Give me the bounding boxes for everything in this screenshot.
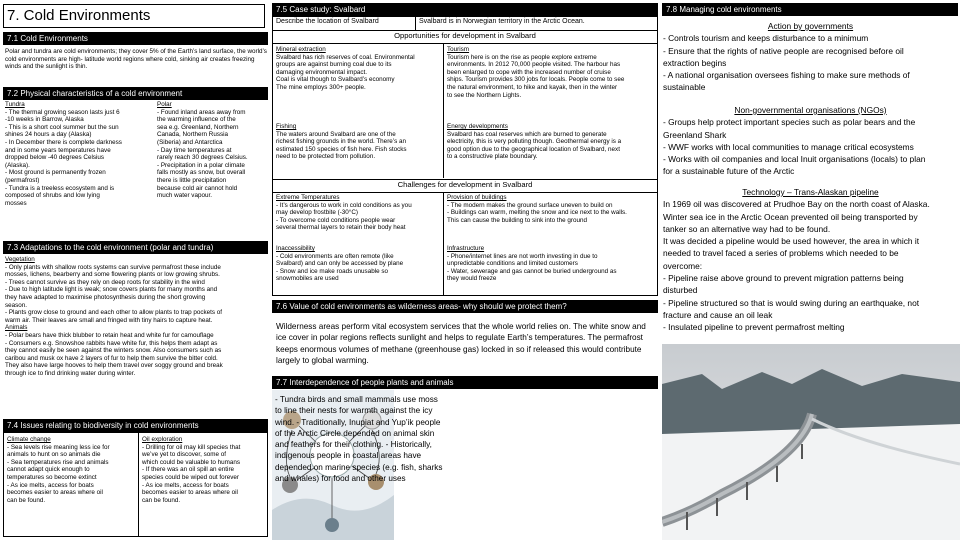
text-line: - Day time temperatures at bbox=[157, 146, 232, 154]
inaccessibility-title: Inaccessibility bbox=[276, 245, 315, 252]
text-line: - Sea temperatures rise and animals bbox=[7, 458, 109, 466]
text-line: - Groups help protect important species such as polar bears and the bbox=[663, 117, 916, 128]
section-7-7-body: - Tundra birds and small mammals use moss to line their nests for warmth against the icy wind. - Traditionally, Inupiat and Yup’ik people of the Arctic Circle depended on animal skin and feathers for their clothing. - Historically, indigenous people in coastal areas have depended on marine species (e.g. fish, sharks and whales) for food and other uses bbox=[275, 395, 443, 484]
describe-location-answer: Svalbard is in Norwegian territory in the Arctic Ocean. bbox=[419, 18, 585, 25]
governments-title: Action by governments bbox=[767, 21, 854, 31]
animals-lines bbox=[5, 332, 268, 378]
text-line: - Pipeline raise above ground to prevent migration patterns being bbox=[663, 273, 904, 284]
text-line: damaging environmental impact. bbox=[276, 68, 368, 76]
section-7-6-header: 7.6 Value of cold environments as wilderness areas- why should we protect them? bbox=[272, 300, 658, 313]
text-line: good option due to the geographical location of Svalbard, next bbox=[447, 145, 620, 153]
climate-change-title: Climate change bbox=[7, 436, 51, 443]
text-line: - Polar bears have thick blubber to retain heat and white fur for camouflage bbox=[5, 331, 214, 339]
text-line: and in some years temperatures have bbox=[5, 146, 111, 154]
governments-block bbox=[663, 20, 958, 102]
buildings-title: Provision of buildings bbox=[447, 194, 507, 201]
climate-change-lines bbox=[7, 444, 135, 505]
text-line: - Sea levels rise meaning less ice for bbox=[7, 443, 110, 451]
text-line: - In December there is complete darkness bbox=[5, 138, 122, 146]
text-line: tanker so an alternative way had to be found. bbox=[663, 223, 831, 234]
text-line: - It’s dangerous to work in cold conditions as you bbox=[276, 201, 412, 209]
pipeline-photo-image bbox=[662, 344, 960, 540]
location-row-divider bbox=[415, 17, 416, 30]
text-line: Coal is vital though to Svalbard’s economy bbox=[276, 76, 395, 84]
text-line: to see the Northern Lights. bbox=[447, 91, 522, 99]
row-rule-2 bbox=[273, 43, 657, 44]
text-line: - Precipitation in a polar climate bbox=[157, 161, 245, 169]
text-line: - Snow and ice make roads unusable so bbox=[276, 267, 389, 275]
energy-title: Energy developments bbox=[447, 123, 508, 130]
energy-lines bbox=[447, 131, 655, 161]
text-line: - Trees cannot survive as they rely on deep roots for stability in the wind bbox=[5, 278, 205, 286]
text-line: composed of shrubs and low lying bbox=[5, 192, 100, 200]
text-line: - A national organisation oversees fishing to make sure methods of bbox=[663, 70, 910, 81]
text-line: - This is a short cool summer but the sun bbox=[5, 123, 119, 131]
text-line: season. bbox=[5, 301, 28, 309]
text-line: they cannot easily be seen against the winters snow. Also consumers such as bbox=[5, 347, 222, 355]
text-line: environments. In 2012 70,000 people visited. The harbour has bbox=[447, 61, 621, 69]
challenges-header: Challenges for development in Svalbard bbox=[397, 180, 533, 189]
section-7-2-header: 7.2 Physical characteristics of a cold environment bbox=[3, 87, 268, 100]
text-line: because cold air cannot hold bbox=[157, 184, 238, 192]
text-line: warm air. Their leaves are small and fringed with tiny hairs to capture heat. bbox=[5, 316, 213, 324]
text-line: overcome: bbox=[663, 260, 703, 271]
infrastructure-title: Infrastructure bbox=[447, 245, 485, 252]
text-line: much water vapour. bbox=[157, 192, 212, 200]
section-7-1-body: Polar and tundra are cold environments; they cover 5% of the Earth’s land surface, the world’s cold environments are high- latitude world regions where cold, sinking air creates freezing winds and the sunlight is thin. bbox=[5, 48, 267, 71]
buildings-lines bbox=[447, 202, 655, 225]
text-line: been enlarged to cope with the increased number of cruise bbox=[447, 68, 611, 76]
text-line: caribou and musk ox have 2 layers of fur to help them survive the bitter cold. bbox=[5, 354, 218, 362]
main-title: 7. Cold Environments bbox=[7, 7, 151, 24]
technology-block bbox=[663, 186, 958, 341]
text-line: unpredictable conditions and limited customers bbox=[447, 260, 578, 268]
animals-title: Animals bbox=[5, 324, 28, 332]
text-line: they would freeze bbox=[447, 275, 497, 283]
text-line: - As ice melts, access for boats bbox=[7, 481, 94, 489]
text-line: Svalbard) and can only be accessed by plane bbox=[276, 260, 404, 268]
adaptations-block bbox=[5, 256, 268, 414]
oil-exploration-title: Oil exploration bbox=[142, 436, 183, 443]
fishing-lines bbox=[276, 131, 440, 161]
text-line: needed to travel faced a series of problems which needed to be bbox=[663, 248, 899, 259]
text-line: shines 24 hours a day (Alaska) bbox=[5, 131, 92, 139]
text-line: (Siberia) and Antarctica bbox=[157, 138, 223, 146]
ngo-block bbox=[663, 104, 958, 186]
text-line: (Alaska). bbox=[5, 161, 30, 169]
text-line: - To overcome cold conditions people wear bbox=[276, 216, 396, 224]
text-line: - WWF works with local communities to manage critical ecosystems bbox=[663, 141, 914, 152]
text-line: groups are against burning coal due to its bbox=[276, 61, 392, 69]
text-line: - The modern makes the ground surface uneven to build on bbox=[447, 201, 613, 209]
text-line: can be found. bbox=[142, 496, 181, 504]
mineral-cell bbox=[274, 45, 442, 115]
text-line: - Works with oil companies and local Inuit organisations (locals) to plan bbox=[663, 154, 926, 165]
text-line: This can cause the building to sink into the ground bbox=[447, 216, 588, 224]
text-line: temperatures so become extinct bbox=[7, 473, 97, 481]
text-line: - Drilling for oil may kill species that bbox=[142, 443, 241, 451]
text-line: (permafrost) bbox=[5, 176, 40, 184]
text-line: - Only plants with shallow roots systems can survive permafrost these include bbox=[5, 263, 221, 271]
main-title-box bbox=[3, 4, 265, 28]
text-line: -10 weeks in Barrow, Alaska bbox=[5, 116, 84, 124]
text-line: - Cold environments are often remote (like bbox=[276, 252, 394, 260]
section-7-3-header: 7.3 Adaptations to the cold environment (polar and tundra) bbox=[3, 241, 268, 254]
text-line: It was decided a pipeline would be used however, the area in which it bbox=[663, 236, 920, 247]
text-line: - Due to high latitude light is weak; snow covers plants for many months and bbox=[5, 286, 218, 294]
section-7-7-header: 7.7 Interdependence of people plants and animals bbox=[272, 376, 658, 389]
text-line: disturbed bbox=[663, 285, 698, 296]
text-line: Tourism here is on the rise as people explore extreme bbox=[447, 53, 597, 61]
ngo-title: Non-governmental organisations (NGOs) bbox=[734, 105, 887, 115]
climate-change-cell bbox=[5, 435, 137, 535]
text-line: Greenland Shark bbox=[663, 129, 727, 140]
temperatures-cell bbox=[274, 193, 442, 243]
text-line: - Found inland areas away from bbox=[157, 108, 246, 116]
tundra-lines bbox=[5, 109, 155, 208]
text-line: - Controls tourism and keeps disturbance to a minimum bbox=[663, 33, 869, 44]
text-line: we’ve yet to discover, some of bbox=[142, 451, 226, 459]
text-line: need to be protected from pollution. bbox=[276, 153, 376, 161]
oil-exploration-lines bbox=[142, 444, 264, 505]
text-line: Winter sea ice in the Arctic Ocean prevented oil being transported by bbox=[663, 211, 918, 222]
technology-title: Technology – Trans-Alaskan pipeline bbox=[742, 187, 879, 197]
text-line: They also have large hooves to help them travel over soggy ground and break bbox=[5, 362, 223, 370]
opportunities-header: Opportunities for development in Svalbard bbox=[394, 31, 536, 40]
text-line: snowmobiles are used bbox=[276, 275, 339, 283]
text-line: richest fishing grounds in the world. There’s an bbox=[276, 138, 406, 146]
text-line: - The thermal growing season lasts just 6 bbox=[5, 108, 120, 116]
section-7-1-header: 7.1 Cold Environments bbox=[3, 32, 268, 45]
svalbard-table bbox=[272, 16, 658, 296]
text-line: there is little precipitation bbox=[157, 176, 227, 184]
section-7-6-body: Wilderness areas perform vital ecosystem services that the whole world relies on. The white snow and ice cover in polar regions reflects sunlight and helps to regulate Earth’s temperatures. The permafrost keeps enormous volumes of methane (greenhouse gas) locked in so if released this would contribute largely to global warming. bbox=[276, 322, 646, 365]
text-line: through ice to find drinking water during winter. bbox=[5, 369, 136, 377]
text-line: several thermal layers to retain their body heat bbox=[276, 224, 406, 232]
text-line: estimated 150 species of fish here. Fish stocks bbox=[276, 145, 407, 153]
text-line: mosses, lichens, bearberry and some flowering plants or low growing shrubs. bbox=[5, 271, 220, 279]
text-line: - Plants grow close to ground and each other to allow plants to trap pockets of bbox=[5, 309, 223, 317]
text-line: mosses bbox=[5, 199, 27, 207]
polar-lines bbox=[157, 109, 269, 200]
section-7-8-header: 7.8 Managing cold environments bbox=[662, 3, 958, 16]
polar-title: Polar bbox=[157, 101, 172, 108]
tourism-lines bbox=[447, 54, 655, 100]
text-line: ships. Tourism provides 300 jobs for locals. People come to see bbox=[447, 76, 625, 84]
mineral-title: Mineral extraction bbox=[276, 46, 326, 53]
inaccessibility-lines bbox=[276, 253, 440, 283]
mineral-lines bbox=[276, 54, 440, 92]
text-line: sea e.g. Greenland, Northern bbox=[157, 123, 239, 131]
text-line: - Water, sewerage and gas cannot be buried underground as bbox=[447, 267, 617, 275]
pipeline-photo bbox=[662, 344, 960, 540]
snow-ground bbox=[662, 424, 960, 540]
text-line: may develop frostbite (-30°C) bbox=[276, 209, 358, 217]
energy-cell bbox=[445, 122, 657, 178]
section-7-5-header: 7.5 Case study: Svalbard bbox=[272, 3, 658, 16]
vegetation-title: Vegetation bbox=[5, 256, 35, 263]
text-line: - Tundra is a treeless ecosystem and is bbox=[5, 184, 115, 192]
text-line: - Pipeline structured so that is would swing during an earthquake, not bbox=[663, 297, 920, 308]
tundra-block bbox=[5, 101, 155, 237]
temperatures-lines bbox=[276, 202, 440, 232]
text-line: can be found. bbox=[7, 496, 46, 504]
tundra-title: Tundra bbox=[5, 101, 25, 108]
text-line: they have adapted to maximise photosynthesis during the short growing bbox=[5, 293, 206, 301]
text-line: - If there was an oil spill an entire bbox=[142, 466, 235, 474]
text-line: The mine employs 300+ people. bbox=[276, 83, 366, 91]
text-line: Svalbard has rich reserves of coal. Environmental bbox=[276, 53, 415, 61]
text-line: electricity, this is very polluting though. Geothermal energy is a bbox=[447, 138, 622, 146]
text-line: dropped below -40 degrees Celsius bbox=[5, 154, 105, 162]
opportunities-divider bbox=[443, 43, 444, 178]
text-line: becomes easier to areas where oil bbox=[7, 489, 103, 497]
text-line: the natural environment, to hike and kayak, then in the winter bbox=[447, 83, 618, 91]
text-line: which could be valuable to humans bbox=[142, 458, 241, 466]
tourism-title: Tourism bbox=[447, 46, 470, 53]
tourism-cell bbox=[445, 45, 657, 121]
text-line: for a sustainable future of the Arctic bbox=[663, 166, 795, 177]
temperatures-title: Extreme Temperatures bbox=[276, 194, 340, 201]
technology-lines bbox=[663, 198, 958, 333]
text-line: extraction begins bbox=[663, 57, 727, 68]
text-line: fracture and cause an oil leak bbox=[663, 309, 773, 320]
biodiversity-table bbox=[3, 432, 268, 537]
describe-location-label: Describe the location of Svalbard bbox=[276, 18, 379, 25]
challenges-divider bbox=[443, 192, 444, 295]
text-line: Canada, Northern Russia bbox=[157, 131, 229, 139]
infrastructure-cell bbox=[445, 244, 657, 294]
text-line: - Buildings can warm, melting the snow and ice next to the walls. bbox=[447, 209, 627, 217]
fishing-cell bbox=[274, 122, 442, 178]
text-line: the warming influence of the bbox=[157, 116, 236, 124]
vegetation-lines bbox=[5, 264, 268, 325]
oil-exploration-cell bbox=[140, 435, 266, 535]
text-line: - Consumers e.g. Snowshoe rabbits have white fur, this helps them adapt as bbox=[5, 339, 218, 347]
fishing-title: Fishing bbox=[276, 123, 297, 130]
section-7-4-header: 7.4 Issues relating to biodiversity in cold environments bbox=[3, 419, 268, 432]
text-line: Svalbard has coal reserves which are burned to generate bbox=[447, 130, 607, 138]
text-line: The waters around Svalbard are one of the bbox=[276, 130, 396, 138]
buildings-cell bbox=[445, 193, 657, 243]
text-line: cannot adapt quick enough to bbox=[7, 466, 90, 474]
text-line: falls mostly as snow, but overall bbox=[157, 169, 246, 177]
text-line: to a constructive plate boundary. bbox=[447, 153, 538, 161]
inaccessibility-cell bbox=[274, 244, 442, 294]
text-line: - Ensure that the rights of native people are recognised before oil bbox=[663, 45, 904, 56]
text-line: animals to hunt on so animals die bbox=[7, 451, 101, 459]
text-line: - As ice melts, access for boats bbox=[142, 481, 229, 489]
text-line: sustainable bbox=[663, 82, 706, 93]
infrastructure-lines bbox=[447, 253, 655, 283]
text-line: species could be wiped out forever bbox=[142, 473, 239, 481]
ngo-lines bbox=[663, 116, 958, 177]
text-line: - Insulated pipeline to prevent permafrost melting bbox=[663, 322, 845, 333]
text-line: rarely reach 30 degrees Celsius. bbox=[157, 154, 248, 162]
text-line: - Phone/internet lines are not worth investing in due to bbox=[447, 252, 598, 260]
text-line: In 1969 oil was discovered at Prudhoe Bay on the north coast of Alaska. bbox=[663, 199, 930, 210]
polar-block bbox=[157, 101, 269, 237]
text-line: - Most ground is permanently frozen bbox=[5, 169, 106, 177]
governments-lines bbox=[663, 32, 958, 93]
table-divider bbox=[138, 433, 139, 536]
text-line: becomes easier to areas where oil bbox=[142, 489, 238, 497]
